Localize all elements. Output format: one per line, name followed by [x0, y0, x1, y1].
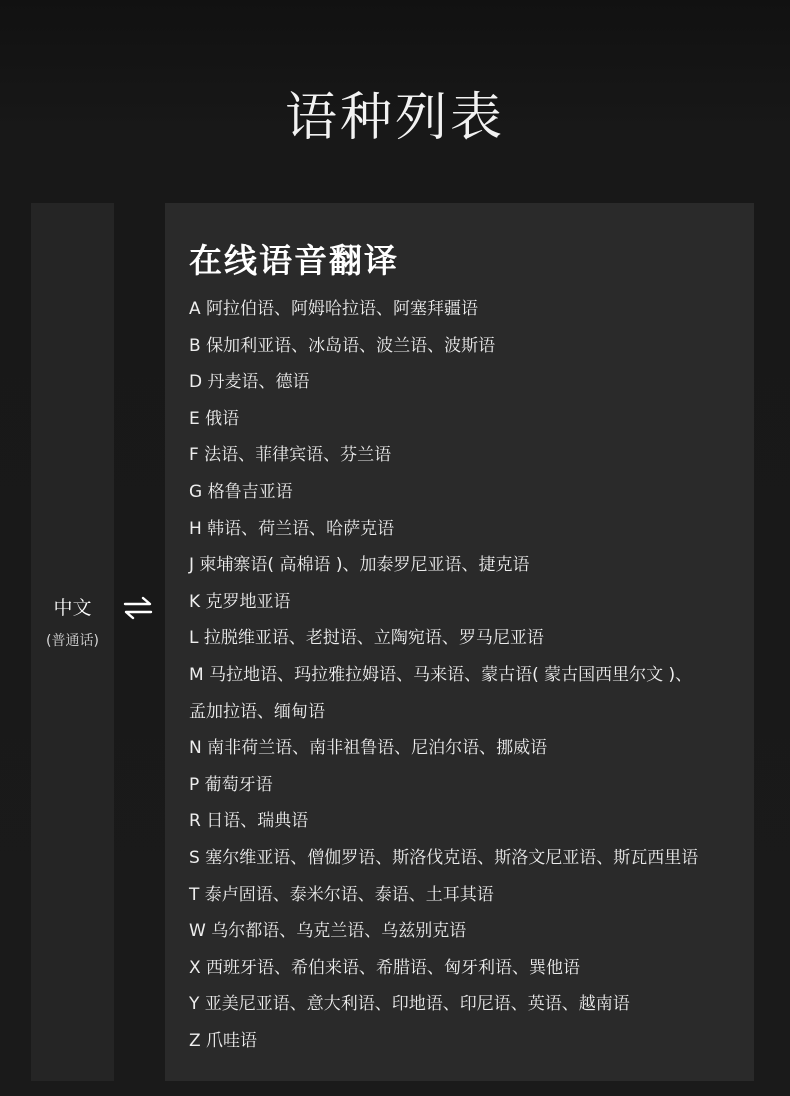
language-line: F 法语、菲律宾语、芬兰语	[189, 445, 392, 466]
language-line: N 南非荷兰语、南非祖鲁语、尼泊尔语、挪威语	[189, 738, 548, 759]
language-line: D 丹麦语、德语	[189, 372, 310, 393]
language-list	[189, 295, 698, 1063]
source-language-panel	[31, 203, 114, 1081]
language-line: K 克罗地亚语	[189, 591, 291, 612]
language-line: P 葡萄牙语	[189, 774, 273, 795]
language-line: R 日语、瑞典语	[189, 811, 309, 832]
language-line: X 西班牙语、希伯来语、希腊语、匈牙利语、巽他语	[189, 957, 581, 978]
source-language-note: (普通话)	[46, 633, 99, 649]
panel-heading: 在线语音翻译	[189, 241, 399, 280]
language-line: G 格鲁吉亚语	[189, 481, 293, 502]
language-line: Z 爪哇语	[189, 1030, 258, 1051]
language-line: Y 亚美尼亚语、意大利语、印地语、印尼语、英语、越南语	[189, 994, 630, 1015]
swap-arrows-icon	[121, 596, 155, 620]
language-line: S 塞尔维亚语、僧伽罗语、斯洛伐克语、斯洛文尼亚语、斯瓦西里语	[189, 847, 699, 868]
language-line: H 韩语、荷兰语、哈萨克语	[189, 518, 395, 539]
page-title: 语种列表	[284, 88, 505, 148]
language-line: A 阿拉伯语、阿姆哈拉语、阿塞拜疆语	[189, 299, 479, 319]
language-line-continued: 孟加拉语、缅甸语	[189, 701, 325, 722]
language-list-panel	[165, 203, 754, 1081]
language-line: E 俄语	[189, 408, 240, 429]
language-line: W 乌尔都语、乌克兰语、乌兹别克语	[189, 921, 467, 942]
language-line: L 拉脱维亚语、老挝语、立陶宛语、罗马尼亚语	[189, 628, 544, 649]
language-line: M 马拉地语、玛拉雅拉姆语、马来语、蒙古语( 蒙古国西里尔文 )、	[189, 664, 693, 685]
language-line: B 保加利亚语、冰岛语、波兰语、波斯语	[189, 335, 496, 356]
language-line: T 泰卢固语、泰米尔语、泰语、土耳其语	[189, 884, 494, 905]
source-language-label: 中文	[53, 597, 92, 619]
language-line: J 柬埔寨语( 高棉语 )、加泰罗尼亚语、捷克语	[189, 555, 530, 576]
